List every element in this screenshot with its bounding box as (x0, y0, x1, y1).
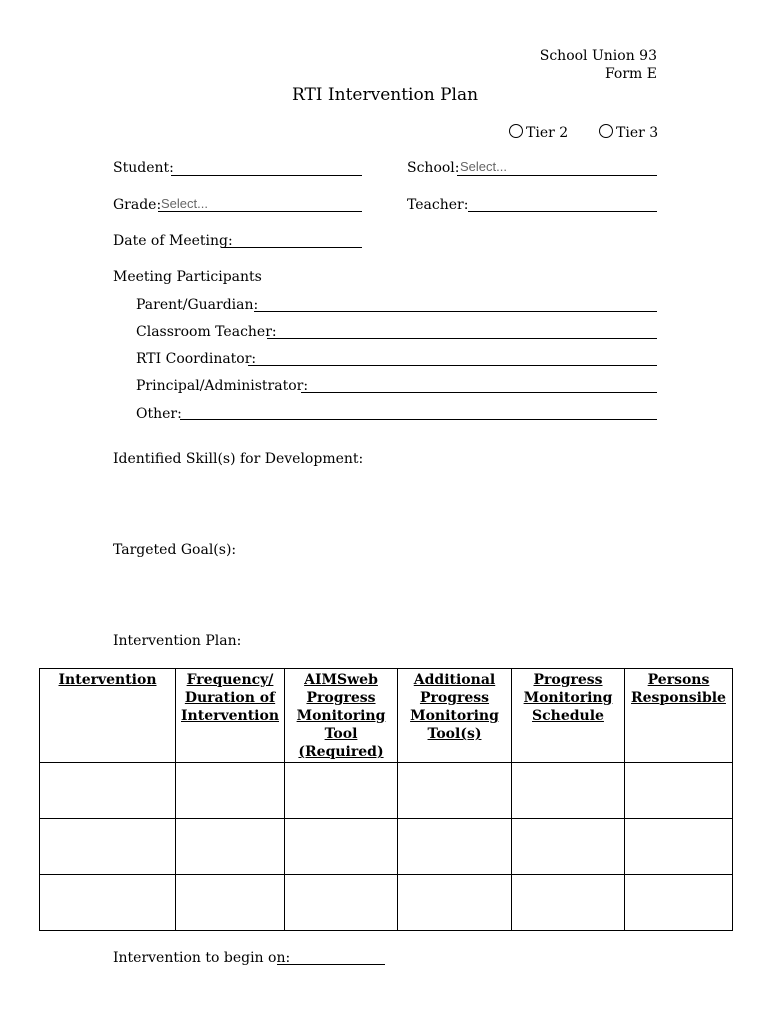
grade-label: Grade: (113, 197, 162, 213)
participant-label: RTI Coordinator: (136, 351, 257, 367)
tier-3-label: Tier 3 (616, 125, 659, 141)
other-field[interactable] (180, 419, 657, 420)
rti-coordinator-field[interactable] (248, 365, 657, 366)
table-row (40, 819, 733, 875)
grade-select-placeholder: Select... (161, 196, 208, 211)
table-cell[interactable] (398, 875, 512, 931)
tier-2-option[interactable] (509, 124, 568, 141)
participant-label: Classroom Teacher: (136, 324, 277, 340)
table-header-row (40, 669, 733, 763)
table-cell[interactable] (512, 819, 625, 875)
table-row (40, 875, 733, 931)
begin-date-field[interactable] (277, 964, 385, 965)
goals-label: Targeted Goal(s): (113, 542, 237, 558)
skills-label: Identified Skill(s) for Development: (113, 451, 364, 467)
table-cell[interactable] (625, 875, 733, 931)
tier-3-option[interactable] (599, 124, 658, 141)
table-cell[interactable] (512, 763, 625, 819)
column-header: AIMSweb Progress Monitoring Tool (Required) (285, 669, 398, 763)
plan-label: Intervention Plan: (113, 633, 242, 649)
grade-select[interactable] (158, 211, 362, 212)
table-cell[interactable] (176, 875, 285, 931)
participant-label: Parent/Guardian: (136, 297, 259, 313)
form-id: Form E (604, 66, 657, 82)
table-cell[interactable] (285, 875, 398, 931)
table-cell[interactable] (40, 875, 176, 931)
parent-guardian-field[interactable] (254, 311, 657, 312)
column-header: Persons Responsible (625, 669, 733, 763)
org-name: School Union 93 (539, 48, 657, 64)
radio-icon[interactable] (509, 124, 523, 138)
tier-2-label: Tier 2 (526, 125, 569, 141)
school-label: School: (407, 160, 460, 176)
table-cell[interactable] (285, 763, 398, 819)
teacher-field[interactable] (468, 211, 657, 212)
school-select[interactable] (457, 175, 657, 176)
radio-icon[interactable] (599, 124, 613, 138)
table-row (40, 763, 733, 819)
teacher-label: Teacher: (407, 197, 469, 213)
school-select-placeholder: Select... (460, 159, 507, 174)
classroom-teacher-field[interactable] (267, 338, 657, 339)
column-header: Additional Progress Monitoring Tool(s) (398, 669, 512, 763)
student-label: Student: (113, 160, 174, 176)
table-cell[interactable] (398, 819, 512, 875)
date-field[interactable] (221, 247, 362, 248)
table-cell[interactable] (625, 819, 733, 875)
participant-label: Other: (136, 406, 182, 422)
column-header: Intervention (40, 669, 176, 763)
page-title: RTI Intervention Plan (291, 85, 479, 105)
participants-heading: Meeting Participants (113, 269, 262, 285)
table-cell[interactable] (398, 763, 512, 819)
participant-label: Principal/Administrator: (136, 378, 309, 394)
principal-field[interactable] (301, 392, 657, 393)
column-header: Frequency/ Duration of Intervention (176, 669, 285, 763)
column-header: Progress Monitoring Schedule (512, 669, 625, 763)
table-cell[interactable] (40, 819, 176, 875)
intervention-table (39, 668, 733, 931)
begin-label: Intervention to begin on: (113, 950, 291, 966)
date-label: Date of Meeting: (113, 233, 233, 249)
student-field[interactable] (171, 175, 362, 176)
table-cell[interactable] (176, 819, 285, 875)
table-cell[interactable] (176, 763, 285, 819)
table-cell[interactable] (512, 875, 625, 931)
table-cell[interactable] (285, 819, 398, 875)
table-cell[interactable] (40, 763, 176, 819)
table-cell[interactable] (625, 763, 733, 819)
